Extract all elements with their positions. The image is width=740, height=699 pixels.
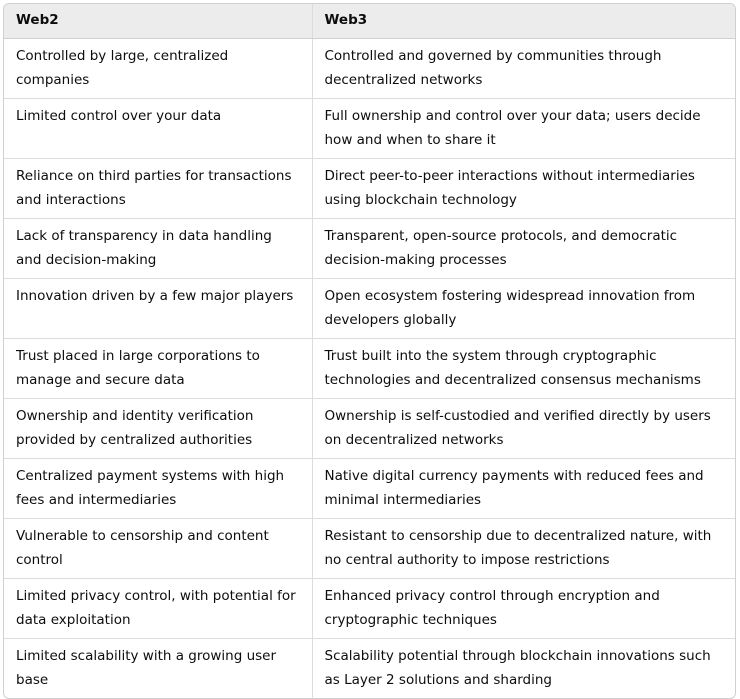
table-header	[4, 4, 735, 38]
web3-cell: Native digital currency payments with reduced fees and minimal intermediaries	[312, 458, 735, 518]
table-row	[4, 458, 735, 518]
web2-cell: Limited control over your data	[4, 98, 312, 158]
web3-cell: Ownership is self-custodied and verified directly by users on decentralized networks	[312, 398, 735, 458]
web3-cell: Controlled and governed by communities through decentralized networks	[312, 38, 735, 98]
web2-cell: Centralized payment systems with high fees and intermediaries	[4, 458, 312, 518]
table-row	[4, 38, 735, 98]
table-row	[4, 98, 735, 158]
web2-cell: Limited scalability with a growing user base	[16, 647, 277, 688]
table-row	[4, 338, 735, 398]
web3-cell: Open ecosystem fostering widespread innovation from developers globally	[312, 278, 735, 338]
web2-cell: Reliance on third parties for transactions and interactions	[4, 158, 312, 218]
web2-cell: Vulnerable to censorship and content control	[4, 518, 312, 578]
web3-cell: Scalability potential through blockchain innovations such as Layer 2 solutions and sharding	[312, 638, 735, 698]
web2-cell: Ownership and identity verification provided by centralized authorities	[4, 398, 312, 458]
web2-cell: Controlled by large, centralized companies	[4, 38, 312, 98]
table-row	[4, 578, 735, 638]
table-row	[4, 278, 735, 338]
web3-cell: Trust built into the system through cryptographic technologies and decentralized consensus mechanisms	[312, 338, 735, 398]
comparison-table	[4, 4, 735, 698]
web2-cell: Innovation driven by a few major players	[4, 278, 312, 338]
header-web3: Web3	[312, 4, 735, 38]
web3-cell: Direct peer-to-peer interactions without intermediaries using blockchain technology	[312, 158, 735, 218]
comparison-table-container	[3, 3, 736, 699]
table-body	[4, 38, 735, 698]
web2-cell: Trust placed in large corporations to manage and secure data	[4, 338, 312, 398]
header-row	[4, 4, 735, 38]
web2-cell: Lack of transparency in data handling and decision-making	[4, 218, 312, 278]
table-row	[4, 518, 735, 578]
web3-cell: Resistant to censorship due to decentralized nature, with no central authority to impose restrictions	[312, 518, 735, 578]
table-row	[4, 218, 735, 278]
table-row	[4, 158, 735, 218]
table-row	[4, 638, 735, 698]
table-row	[4, 398, 735, 458]
web3-cell: Transparent, open-source protocols, and democratic decision-making processes	[312, 218, 735, 278]
web3-cell: Full ownership and control over your data; users decide how and when to share it	[312, 98, 735, 158]
web3-cell: Enhanced privacy control through encryption and cryptographic techniques	[312, 578, 735, 638]
web2-cell: Limited privacy control, with potential for data exploitation	[4, 578, 312, 638]
header-web2: Web2	[4, 4, 312, 38]
